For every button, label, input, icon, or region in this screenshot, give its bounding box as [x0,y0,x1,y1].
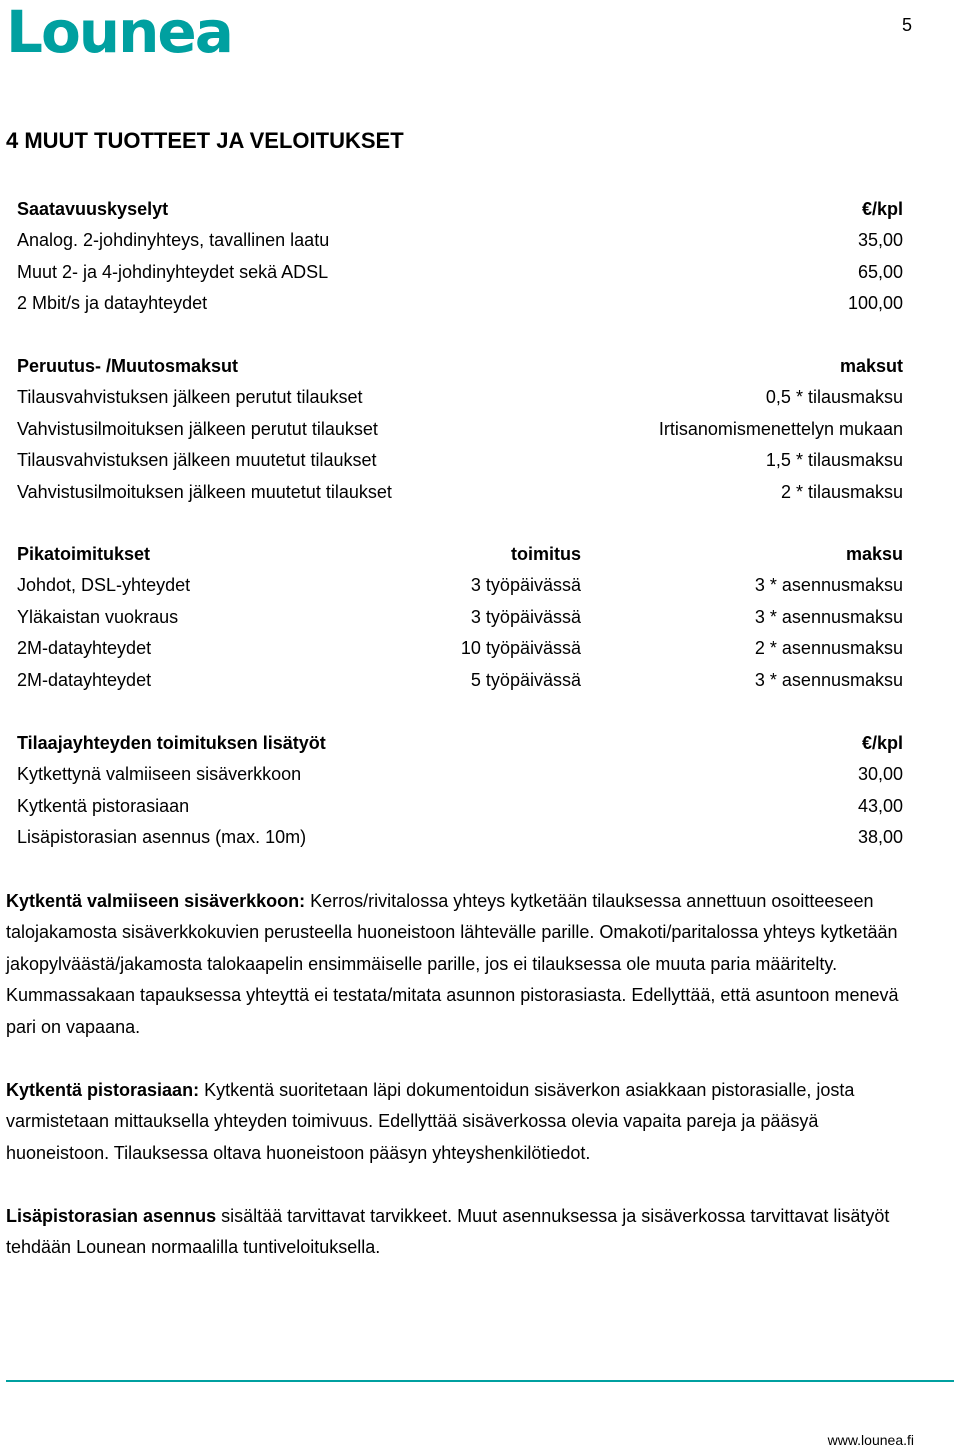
row-value: 0,5 * tilausmaksu [765,387,903,408]
row-label: 2M-datayhteydet [17,638,152,659]
row-delivery: 10 työpäivässä [460,638,581,659]
table-row [17,602,903,633]
row-delivery: 3 työpäivässä [470,606,581,627]
page-number: 5 [902,15,913,35]
table-row [17,414,903,445]
paragraph-text: Kytkentä suoritetaan läpi dokumentoidun sisäverkon asiakkaan pistorasialle, josta varmistetaan mittauksella yhteyden toimivuus. Edellyttää sisäverkossa olevia vapaita pareja ja pääsyä huoneistoon. Tilauksessa oltava huoneistoon pääsyn yhteyshenkilötiedot. [6,1080,855,1163]
paragraph-existing-wiring [6,886,926,1043]
table-row [17,477,903,508]
footer-divider [6,1380,954,1382]
footer-url: www.lounea.fi [827,1432,914,1448]
fee-header: maksu [845,544,903,564]
lounea-logo: Lounea [6,0,232,66]
table-row [17,382,903,413]
additional-work-table [17,728,903,854]
paragraph-extra-outlet [6,1201,926,1264]
table-header [17,351,903,382]
page-title: 4 MUUT TUOTTEET JA VELOITUKSET [6,128,404,153]
table-row [17,791,903,822]
row-label: Vahvistusilmoituksen jälkeen perutut tilaukset [17,418,378,439]
row-label: Tilausvahvistuksen jälkeen muutetut tilaukset [17,450,377,471]
table-row [17,759,903,790]
row-value: 35,00 [857,230,903,251]
row-label: Tilausvahvistuksen jälkeen perutut tilaukset [17,387,363,408]
table-row [17,445,903,476]
row-label: Analog. 2-johdinyhteys, tavallinen laatu [17,230,330,251]
unit-header: maksut [839,356,903,376]
cancellation-fees-table [17,351,903,508]
section-title: Peruutus- /Muutosmaksut [17,356,239,376]
row-label: Johdot, DSL-yhteydet [17,575,191,596]
row-value: 30,00 [857,764,903,785]
row-label: 2M-datayhteydet [17,669,152,690]
paragraph-lead: Kytkentä pistorasiaan: [6,1080,200,1100]
row-fee: 3 * asennusmaksu [754,575,903,596]
table-row [17,570,903,601]
row-value: 43,00 [857,795,903,816]
row-delivery: 3 työpäivässä [470,575,581,596]
table-header [17,728,903,759]
table-row [17,288,903,319]
unit-header: €/kpl [861,733,903,753]
row-label: 2 Mbit/s ja datayhteydet [17,293,208,314]
section-title: Saatavuuskyselyt [17,199,169,219]
row-value: 1,5 * tilausmaksu [765,450,903,471]
table-header [17,539,903,570]
row-value: 38,00 [857,827,903,848]
paragraph-text: Kerros/rivitalossa yhteys kytketään tilauksessa annettuun osoitteeseen talojakamosta sisäverkkokuvien perusteella huoneistoon lähtevälle parille. Omakoti/paritalossa yhteys kytketään jakopylväästä/jakamosta talokaapelin ensimmäiselle parille, jos ei tilauksessa ole muuta paria määritelty. Kummassakaan tapauksessa yhteyttä ei testata/mitata asunnon pistorasiasta. Edellyttää, että asuntoon menevä pari on vapaana. [6,891,899,1037]
delivery-header: toimitus [511,544,581,564]
table-row [17,633,903,664]
row-label: Kytkentä pistorasiaan [17,795,190,816]
paragraph-outlet-connection [6,1075,926,1169]
availability-table [17,194,903,320]
row-fee: 2 * asennusmaksu [754,638,903,659]
row-label: Kytkettynä valmiiseen sisäverkkoon [17,764,302,785]
row-value: 100,00 [847,293,903,314]
section-title: Pikatoimitukset [17,544,151,564]
row-value: 2 * tilausmaksu [780,481,903,502]
row-fee: 3 * asennusmaksu [754,606,903,627]
table-row [17,225,903,256]
paragraph-text: sisältää tarvittavat tarvikkeet. Muut asennuksessa ja sisäverkossa tarvittavat lisätyöt tehdään Lounean normaalilla tuntiveloituksella. [6,1206,890,1258]
table-header [17,194,903,225]
table-row [17,822,903,853]
row-label: Yläkaistan vuokraus [17,606,179,627]
row-delivery: 5 työpäivässä [470,669,581,690]
express-delivery-table [17,539,903,696]
section-title: Tilaajayhteyden toimituksen lisätyöt [17,733,326,753]
paragraph-lead: Kytkentä valmiiseen sisäverkkoon: [6,891,306,911]
row-fee: 3 * asennusmaksu [754,669,903,690]
row-label: Muut 2- ja 4-johdinyhteydet sekä ADSL [17,261,329,282]
row-label: Vahvistusilmoituksen jälkeen muutetut tilaukset [17,481,392,502]
row-label: Lisäpistorasian asennus (max. 10m) [17,827,307,848]
row-value: 65,00 [857,261,903,282]
table-row [17,257,903,288]
unit-header: €/kpl [861,199,903,219]
row-value: Irtisanomismenettelyn mukaan [658,418,903,439]
table-row [17,665,903,696]
paragraph-lead: Lisäpistorasian asennus [6,1206,217,1226]
